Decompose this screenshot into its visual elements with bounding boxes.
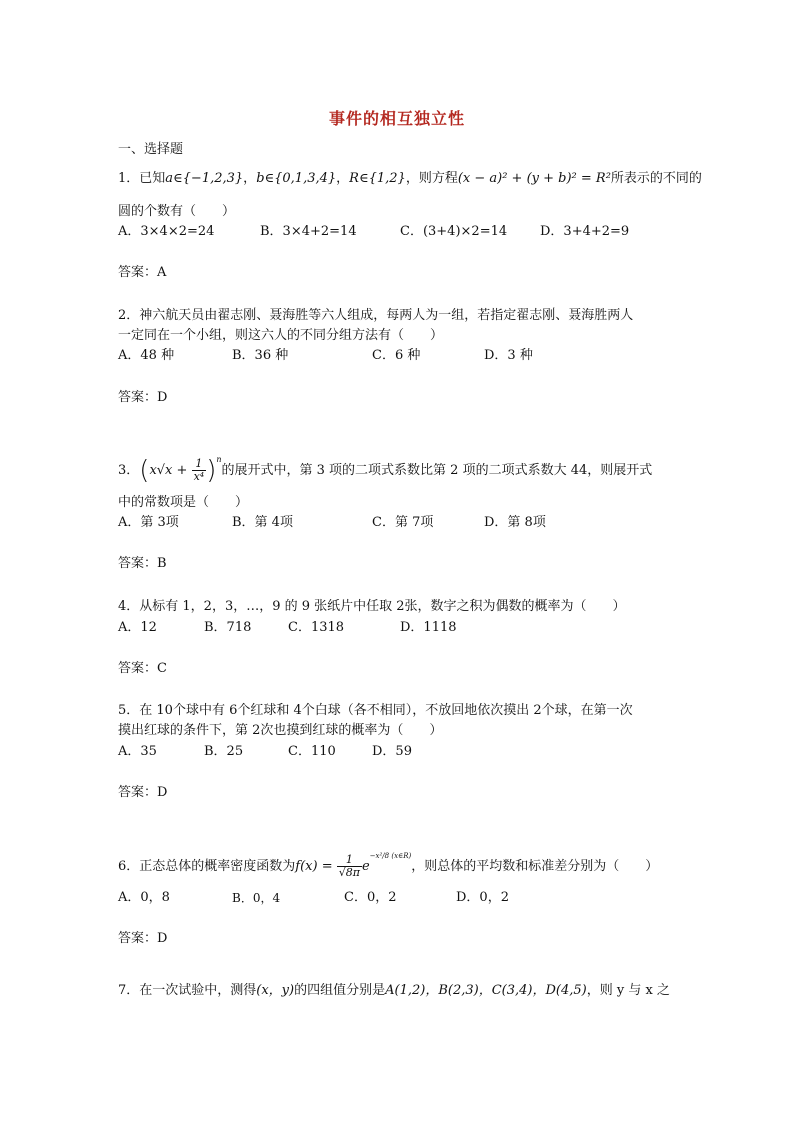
q3-lead: 3． [118,463,140,478]
q4-option-c: C．1318 [288,620,345,635]
q6-option-a: A．0，8 [118,890,170,905]
q3-answer: 答案：B [118,556,167,571]
question-2-line-2: 一定同在一个小组，则这六人的不同分组方法有（ ） [118,328,444,343]
question-3-line-1: 3．(x√x + $\frac{1}{\text{x⁴}}$ )$^n$的展开式中，第 3 项的二项式系数比第 2 项的二项式系数大 44，则展开式 [118,455,653,486]
question-5-line-2: 摸出红球的条件下，第 2次也摸到红球的概率为（ ） [118,723,443,738]
q1-option-d: D．3+4+2=9 [540,224,630,239]
q6-option-c: C．0，2 [344,890,397,905]
q4-option-d: D．1118 [400,620,457,635]
q3-fraction [192,458,207,483]
q7-pair: (x，y) [256,983,295,998]
question-3-line-2: 中的常数项是（ ） [118,495,249,510]
q2-option-b: B．36 种 [232,348,289,363]
question-1-line-1: 1．已知a∈{−1,2,3}，b∈{0,1,3,4}，R∈{1,2}，则方程(x − a)² + (y + b)² = R²所表示的不同的 [118,171,702,186]
q1-option-a: A．3×4×2=24 [118,224,215,239]
question-6-line-1 [118,838,658,885]
q3-power: n [216,455,222,464]
q7-mid: 的四组值分别是 [294,983,386,998]
q6-tail: ，则总体的平均数和标准差分别为（ ） [411,859,659,874]
q3-option-c: C．第 7项 [372,515,434,530]
q6-exp-base: e [361,859,370,874]
q2-answer: 答案：D [118,390,168,405]
question-2-line-1: 2．神六航天员由翟志刚、聂海胜等六人组成，每两人为一组，若指定翟志刚、聂海胜两人 [118,308,634,323]
q1-option-c: C．(3+4)×2=14 [400,224,508,239]
q1-tail: 所表示的不同的 [610,171,702,186]
q6-fraction [337,854,362,879]
q1-option-b: B．3×4+2=14 [260,224,357,239]
q1-r-set: R∈{1,2} [349,171,406,186]
q3-expr-base: x√x [149,463,173,478]
question-1-line-2: 圆的个数有（ ） [118,204,236,219]
question-5-line-1: 5．在 10个球中有 6个红球和 4个白球（各不相同），不放回地依次摸出 2个球，在第一次 [118,703,633,718]
q1-answer: 答案：A [118,265,167,280]
q7-lead: 7．在一次试验中，测得 [118,983,257,998]
document-title: 事件的相互独立性 [328,109,465,128]
q3-option-b: B．第 4项 [232,515,293,530]
q2-option-d: D．3 种 [484,348,533,363]
q4-option-a: A．12 [118,620,157,635]
q5-option-b: B．25 [204,744,244,759]
section-heading: 一、选择题 [118,142,184,157]
q5-answer: 答案：D [118,785,168,800]
q6-frac-num: 1 [337,854,362,867]
q5-option-a: A．35 [118,744,157,759]
q5-option-c: C．110 [288,744,336,759]
q4-option-b: B．718 [204,620,252,635]
q6-frac-den: √8π [338,866,360,879]
q2-option-a: A．48 种 [118,348,175,363]
q3-option-d: D．第 8项 [484,515,546,530]
question-4-line-1: 4．从标有 1，2，3，…，9 的 9 张纸片中任取 2张，数字之积为偶数的概率为（ ） [118,599,626,614]
q3-option-a: A．第 3项 [118,515,179,530]
q3-frac-den: x⁴ [193,470,205,483]
q7-points: A(1,2)，B(2,3)，C(3,4)，D(4,5) [385,983,587,998]
q6-exp-power: −x²/8 (x∈R) [369,852,412,860]
q3-right-paren: ) [206,455,217,486]
q1-lead: 1．已知 [118,171,166,186]
q6-option-b: B．0，4 [232,891,281,905]
q5-option-d: D．59 [372,744,412,759]
q6-answer: 答案：D [118,931,168,946]
question-7-line-1 [118,982,670,1000]
q1-a-set: a∈{−1,2,3} [165,171,244,186]
q1-equation: (x − a)² + (y + b)² = R² [457,171,611,186]
q3-tail: 的展开式中，第 3 项的二项式系数比第 2 项的二项式系数大 44，则展开式 [221,463,653,478]
q6-lead: 6．正态总体的概率密度函数为 [118,859,296,874]
q4-answer: 答案：C [118,661,167,676]
q3-left-paren: ( [139,455,150,486]
q1-mid: ，则方程 [405,171,458,186]
q2-option-c: C．6 种 [372,348,421,363]
q1-b-set: b∈{0,1,3,4} [256,171,337,186]
q3-frac-num: 1 [192,458,207,471]
q6-fx: f(x) = [295,859,333,874]
q6-option-d: D．0，2 [456,890,509,905]
q7-tail: ，则 y 与 x 之 [586,983,670,998]
